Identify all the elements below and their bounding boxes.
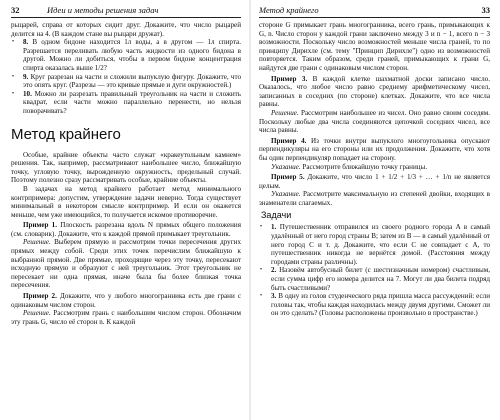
problem-item <box>11 90 241 116</box>
task-number: 2. <box>271 266 277 275</box>
section-heading: Метод крайнего <box>11 125 121 143</box>
task-text: Путешественник отправился из своего родного города A в самый удалённый от него город страны B; затем из B — в самый удалённый от него город C и т. д. Докажите, что если C не совпадает с A, то путешественник никогда не вернётся домой. (Расстояния между городами страны различны). <box>271 223 490 266</box>
page-header <box>259 5 490 18</box>
bullet-marker: • <box>260 293 263 300</box>
example-4 <box>259 137 490 163</box>
bullet-marker: • <box>260 267 263 274</box>
page-number: 32 <box>11 5 20 15</box>
task-item <box>259 266 490 292</box>
example-text: В каждой клетке шахматной доски записано число. Оказалось, что любое число равно среднему арифметическому чисел, записанных в соседних (по стороне) клетках. Докажите, что все числа равны. <box>259 74 490 109</box>
solution-text: Рассмотрим грань с наибольшим числом сторон. Обозначим эту грань G, число её сторон n. К каждой <box>11 309 241 326</box>
running-title: Идеи и методы решения задач <box>47 5 159 15</box>
problem-text: Круг разрезан на части и сложили выпуклую фигуру. Докажите, что это опять круг. (Разрезы — это кривые прямые и дуги окружностей.) <box>23 72 241 90</box>
example-text: Из точки внутри выпуклого многоугольника опускают перпендикуляры на его стороны или их продолжения. Докажите, что хотя бы один перпендикуляр попадает на сторону. <box>259 136 490 162</box>
right-page <box>251 0 500 420</box>
problem-number: 9. <box>23 72 29 81</box>
hint-label: Указание. <box>271 162 301 171</box>
example-label: Пример 2. <box>23 292 57 301</box>
bullet-marker: • <box>12 39 15 46</box>
hint-4 <box>259 163 490 172</box>
task-item <box>259 292 490 318</box>
bullet-marker: • <box>260 224 263 231</box>
bullet-marker: • <box>12 73 15 80</box>
solution-label: Решение. <box>23 309 51 318</box>
example-text: Докажите, что число 1 + 1/2 + 1/3 + … + 1/n не является целым. <box>259 173 491 190</box>
solution-2 <box>11 309 241 326</box>
example-text: Докажите, что у любого многогранника есть две грани с одинаковым числом сторон. <box>11 292 241 309</box>
hint-text: Рассмотрите максимальную из степеней двойки, входящих в знаменатели слагаемых. <box>259 190 490 207</box>
solution-3 <box>259 109 490 135</box>
example-label: Пример 3. <box>271 74 308 83</box>
example-5 <box>259 173 490 190</box>
page-number: 33 <box>481 5 490 15</box>
problem-item <box>11 73 241 90</box>
example-text: Плоскость разрезана вдоль N прямых общего положения (см. словарик). Докажите, что к каждой прямой примыкает треугольник. <box>11 221 241 238</box>
problem-text: В одном бидоне находится 1л воды, а в другом — 1л спирта. Разрешается переливать любую часть жидкости из одного бидона в другой. Можно ли добиться, чтобы в первом бидоне концентрация спирта оказалась выше 1/2? <box>23 38 241 72</box>
task-text: В одну из голов студенческого ряда пришла масса рассуждений: если головы так, чтобы каждая находилась между двумя другими. Сможет ли он это сделать? (Головы расположены произвольно в пространстве.) <box>271 292 490 318</box>
body-paragraph: Особые, крайние объекты часто служат «кракеутольным камнем» решения. Так, например, рассматривают наибольшее число, ближайшую точку, угловую точку, вырожденную окружность, предельный случай. Поэтому полезно сразу рассматривать особые, крайние объекты. <box>11 150 241 185</box>
task-item <box>259 223 490 266</box>
example-label: Пример 4. <box>271 136 307 145</box>
solution-label: Решение. <box>23 238 51 247</box>
example-label: Пример 1. <box>23 221 57 230</box>
solution-text: Рассмотрим наибольшее из чисел. Оно равно своим соседям. Поскольку любые два числа соединяются цепочкой соседних чисел, все числа равны. <box>259 108 490 135</box>
hint-5 <box>259 190 490 207</box>
solution-1 <box>11 238 241 290</box>
solution-label: Решение. <box>271 108 299 117</box>
problem-number: 10. <box>23 89 32 98</box>
task-number: 1. <box>271 223 277 232</box>
example-3 <box>259 75 490 109</box>
example-1 <box>11 221 241 238</box>
page-header <box>11 5 241 18</box>
continued-paragraph: рыцарей, справа от которых сидит друг. Докажите, что число рыцарей делится на 4. (В каждом стане вы рыцари дружат). <box>11 21 241 38</box>
body-paragraph: В задачах на метод крайнего работает метод минимального контрпримера: допустим, утверждение задачи неверно. Тогда существует минимальный в некотором смысле контрпример. И если он окажется меньше, чем уже имеющийся, то получается искомое противоречие. <box>11 184 241 219</box>
hint-text: Рассмотрите ближайшую точку границы. <box>302 162 428 171</box>
task-text: Назовём автобусный билет (с шестизначным номером) счастливым, если сумма цифр его номера делится на 7. Могут ли два билета подряд быть счастливыми? <box>271 266 490 292</box>
problem-number: 8. <box>23 38 29 47</box>
task-number: 3. <box>271 292 277 301</box>
bullet-marker: • <box>12 90 15 97</box>
solution-text: Выберем прямую и рассмотрим точки пересечения других прямых между собой. Среди этих точек перечислим ближайшую к выбранной прямой. Две прямые, проходящие через эту точку, пересекают исходную прямую и образуют с ней треугольник. Этот треугольник не пересекает ни одна прямая, иначе была бы более близкая точка пересечения. <box>11 238 241 290</box>
example-2 <box>11 292 241 309</box>
hint-label: Указание. <box>271 190 301 199</box>
left-page <box>0 0 249 420</box>
continued-paragraph: стороне G примыкает грань многогранника, всего грань, примыкающих к G, n. Число сторон у каждой грани заключено между 3 и n − 1, всего n − 3 возможности. Поскольку число возможностей меньше числа граней, то по принципу Дирихле (см. тему "Принцип Дирихле") одно из возможностей повторяется. Таким образом, среди граней, примыкающих к грани G, найдутся две грани с одинаковым числом сторон. <box>259 21 490 72</box>
problem-item <box>11 38 241 72</box>
problem-text: Можно ли разрезать правильный треугольник на части и сложить квадрат, если части можно параллельно перенести, но нельзя поворачивать? <box>23 89 241 115</box>
running-title: Метод крайнего <box>259 5 319 15</box>
tasks-subheading: Задачи <box>261 210 292 221</box>
example-label: Пример 5. <box>271 173 305 182</box>
